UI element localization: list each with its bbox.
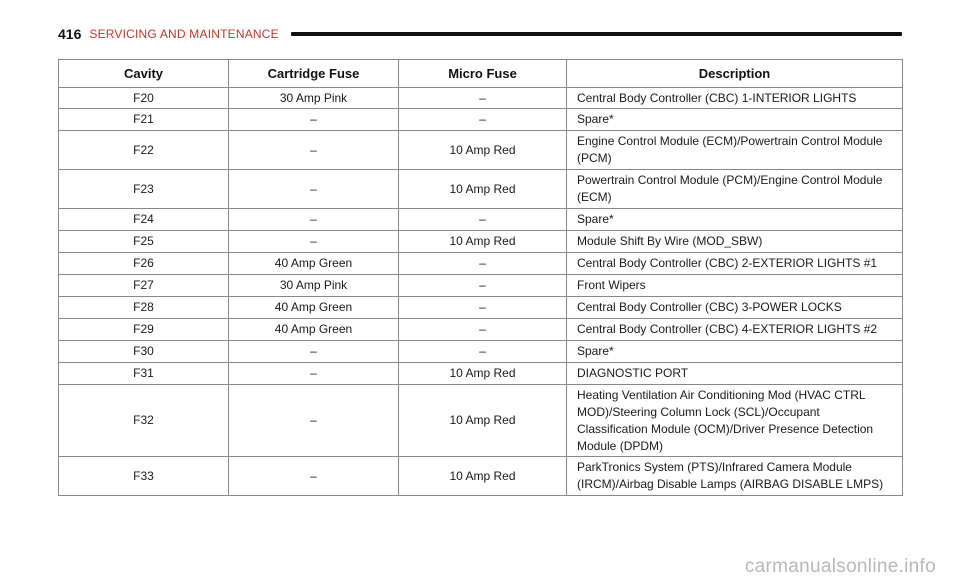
cell-cavity: F23 bbox=[59, 170, 229, 209]
cell-micro-fuse: – bbox=[399, 253, 567, 275]
table-row bbox=[59, 253, 903, 275]
cell-cartridge-fuse: 40 Amp Green bbox=[229, 319, 399, 341]
cell-description: ParkTronics System (PTS)/Infrared Camera Module (IRCM)/Airbag Disable Lamps (AIRBAG DISABLE LMPS) bbox=[567, 457, 903, 496]
cell-cartridge-fuse: – bbox=[229, 209, 399, 231]
cell-micro-fuse: – bbox=[399, 297, 567, 319]
header-rule bbox=[291, 32, 902, 36]
cell-micro-fuse: – bbox=[399, 109, 567, 131]
cell-cavity: F24 bbox=[59, 209, 229, 231]
table-row bbox=[59, 319, 903, 341]
table-row bbox=[59, 88, 903, 109]
table-row bbox=[59, 170, 903, 209]
cell-micro-fuse: 10 Amp Red bbox=[399, 363, 567, 385]
table-row bbox=[59, 275, 903, 297]
cell-cartridge-fuse: – bbox=[229, 363, 399, 385]
cell-micro-fuse: 10 Amp Red bbox=[399, 385, 567, 457]
cell-description: DIAGNOSTIC PORT bbox=[567, 363, 903, 385]
table-row bbox=[59, 297, 903, 319]
cell-micro-fuse: – bbox=[399, 319, 567, 341]
cell-micro-fuse: – bbox=[399, 209, 567, 231]
cell-cartridge-fuse: 40 Amp Green bbox=[229, 253, 399, 275]
cell-cavity: F32 bbox=[59, 385, 229, 457]
cell-description: Module Shift By Wire (MOD_SBW) bbox=[567, 231, 903, 253]
cell-cartridge-fuse: – bbox=[229, 385, 399, 457]
cell-cartridge-fuse: – bbox=[229, 109, 399, 131]
page-number: 416 bbox=[58, 26, 82, 42]
page-header bbox=[58, 24, 902, 44]
table-row bbox=[59, 231, 903, 253]
cell-cavity: F20 bbox=[59, 88, 229, 109]
cell-description: Front Wipers bbox=[567, 275, 903, 297]
fuse-table bbox=[58, 59, 903, 496]
table-row bbox=[59, 209, 903, 231]
cell-description: Central Body Controller (CBC) 4-EXTERIOR LIGHTS #2 bbox=[567, 319, 903, 341]
cell-micro-fuse: – bbox=[399, 341, 567, 363]
cell-cartridge-fuse: – bbox=[229, 170, 399, 209]
table-body bbox=[59, 88, 903, 496]
table-row bbox=[59, 341, 903, 363]
cell-micro-fuse: 10 Amp Red bbox=[399, 231, 567, 253]
cell-cavity: F28 bbox=[59, 297, 229, 319]
table-header-row bbox=[59, 60, 903, 88]
column-header-cartridge-fuse: Cartridge Fuse bbox=[229, 60, 399, 88]
cell-micro-fuse: 10 Amp Red bbox=[399, 457, 567, 496]
cell-micro-fuse: – bbox=[399, 88, 567, 109]
cell-description: Spare* bbox=[567, 109, 903, 131]
cell-micro-fuse: – bbox=[399, 275, 567, 297]
cell-cartridge-fuse: 40 Amp Green bbox=[229, 297, 399, 319]
cell-micro-fuse: 10 Amp Red bbox=[399, 170, 567, 209]
cell-cartridge-fuse: – bbox=[229, 131, 399, 170]
table-row bbox=[59, 363, 903, 385]
cell-cartridge-fuse: – bbox=[229, 231, 399, 253]
cell-cavity: F26 bbox=[59, 253, 229, 275]
cell-description: Spare* bbox=[567, 341, 903, 363]
cell-description: Engine Control Module (ECM)/Powertrain Control Module (PCM) bbox=[567, 131, 903, 170]
cell-cavity: F25 bbox=[59, 231, 229, 253]
cell-cavity: F21 bbox=[59, 109, 229, 131]
cell-description: Powertrain Control Module (PCM)/Engine Control Module (ECM) bbox=[567, 170, 903, 209]
cell-cartridge-fuse: 30 Amp Pink bbox=[229, 275, 399, 297]
cell-micro-fuse: 10 Amp Red bbox=[399, 131, 567, 170]
column-header-micro-fuse: Micro Fuse bbox=[399, 60, 567, 88]
cell-description: Spare* bbox=[567, 209, 903, 231]
cell-cavity: F30 bbox=[59, 341, 229, 363]
table-row bbox=[59, 131, 903, 170]
cell-description: Central Body Controller (CBC) 1-INTERIOR LIGHTS bbox=[567, 88, 903, 109]
watermark: carmanualsonline.info bbox=[744, 556, 936, 577]
table-row bbox=[59, 385, 903, 457]
cell-cartridge-fuse: – bbox=[229, 341, 399, 363]
table-row bbox=[59, 109, 903, 131]
cell-description: Central Body Controller (CBC) 2-EXTERIOR LIGHTS #1 bbox=[567, 253, 903, 275]
cell-cavity: F22 bbox=[59, 131, 229, 170]
cell-cartridge-fuse: 30 Amp Pink bbox=[229, 88, 399, 109]
section-title: SERVICING AND MAINTENANCE bbox=[89, 27, 279, 41]
cell-cavity: F29 bbox=[59, 319, 229, 341]
cell-cartridge-fuse: – bbox=[229, 457, 399, 496]
column-header-description: Description bbox=[567, 60, 903, 88]
cell-cavity: F31 bbox=[59, 363, 229, 385]
cell-cavity: F33 bbox=[59, 457, 229, 496]
cell-description: Central Body Controller (CBC) 3-POWER LOCKS bbox=[567, 297, 903, 319]
column-header-cavity: Cavity bbox=[59, 60, 229, 88]
table-row bbox=[59, 457, 903, 496]
cell-description: Heating Ventilation Air Conditioning Mod (HVAC CTRL MOD)/Steering Column Lock (SCL)/Occupant Classification Module (OCM)/Driver Presence Detection Module (DPDM) bbox=[567, 385, 903, 457]
cell-cavity: F27 bbox=[59, 275, 229, 297]
